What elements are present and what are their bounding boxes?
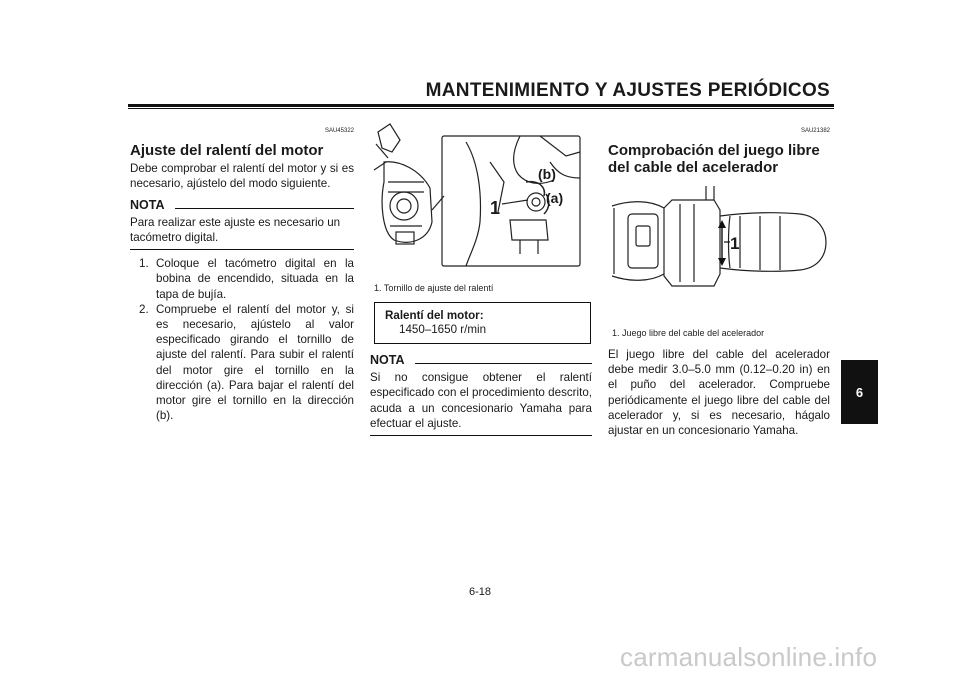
section-code: SAU21382: [800, 128, 830, 134]
page-title: MANTENIMIENTO Y AJUSTES PERIÓDICOS: [425, 80, 830, 101]
nota-header: [130, 198, 354, 213]
watermark: carmanualsonline.info: [620, 642, 878, 672]
header-rule-thin: [128, 108, 834, 109]
spec-box: [374, 302, 591, 344]
fig-label-1: 1: [490, 198, 501, 218]
body-text: El juego libre del cable del acelerador debe medir 3.0–5.0 mm (0.12–0.20 in) en el puño del acelerador. Compruebe periódicamente el juego libre del cable del acelerador y, si es necesario, hágalo ajustar en un concesionario Yamaha.: [608, 348, 830, 438]
fig-label-1: 1: [730, 234, 740, 253]
chapter-tab: 6: [841, 360, 878, 424]
section-heading: Comprobación del juego libre del cable del acelerador: [608, 142, 820, 177]
section-code: SAU45322: [324, 128, 354, 134]
nota-end-rule: [370, 435, 592, 436]
throttle-figure: [610, 186, 830, 316]
nota-header: [370, 353, 592, 368]
figure-caption: 1. Juego libre del cable del acelerador: [612, 328, 765, 338]
section-heading: Ajuste del ralentí del motor: [130, 142, 324, 160]
nota-text: Para realizar este ajuste es necesario un tacómetro digital.: [130, 215, 341, 245]
nota-label: NOTA: [130, 197, 165, 212]
nota-label: NOTA: [370, 353, 405, 367]
header-rule-thick: [128, 104, 834, 107]
nota-rule: [415, 363, 593, 364]
middle-nota: [370, 353, 592, 436]
throttle-grip-illustration: [610, 186, 830, 316]
list-item: 1. Coloque el tacómetro digital en la bobina de encendido, situada en la tapa de bujía.: [139, 257, 354, 301]
left-column: [130, 124, 354, 423]
spec-value: 1450–1650 r/min: [399, 323, 487, 336]
list-item: 2. Compruebe el ralentí del motor y, si es necesario, ajústelo al valor especificado girando el tornillo de ajuste del ralentí. Para subir el ralentí del motor gire el tornillo en la dirección (a). Para bajar el ralentí del motor gire el tornillo en la dirección (b).: [139, 302, 354, 423]
idle-screw-figure: [370, 122, 592, 272]
fig-label-a: (a): [546, 190, 564, 206]
right-header: [608, 124, 830, 176]
nota-end-rule: [130, 249, 354, 250]
steps-list: [130, 256, 354, 423]
figure-caption: 1. Tornillo de ajuste del ralentí: [374, 283, 494, 293]
page-number: 6-18: [468, 586, 492, 598]
fig-label-b: (b): [538, 166, 556, 182]
nota-text: Si no consigue obtener el ralentí especificado con el procedimiento descrito, acuda a un concesionario Yamaha para efectuar el ajuste.: [370, 371, 592, 430]
spec-label: Ralentí del motor:: [385, 309, 484, 322]
intro-text: Debe comprobar el ralentí del motor y si es necesario, ajústelo del modo siguiente.: [130, 162, 354, 191]
nota-rule: [175, 208, 355, 209]
